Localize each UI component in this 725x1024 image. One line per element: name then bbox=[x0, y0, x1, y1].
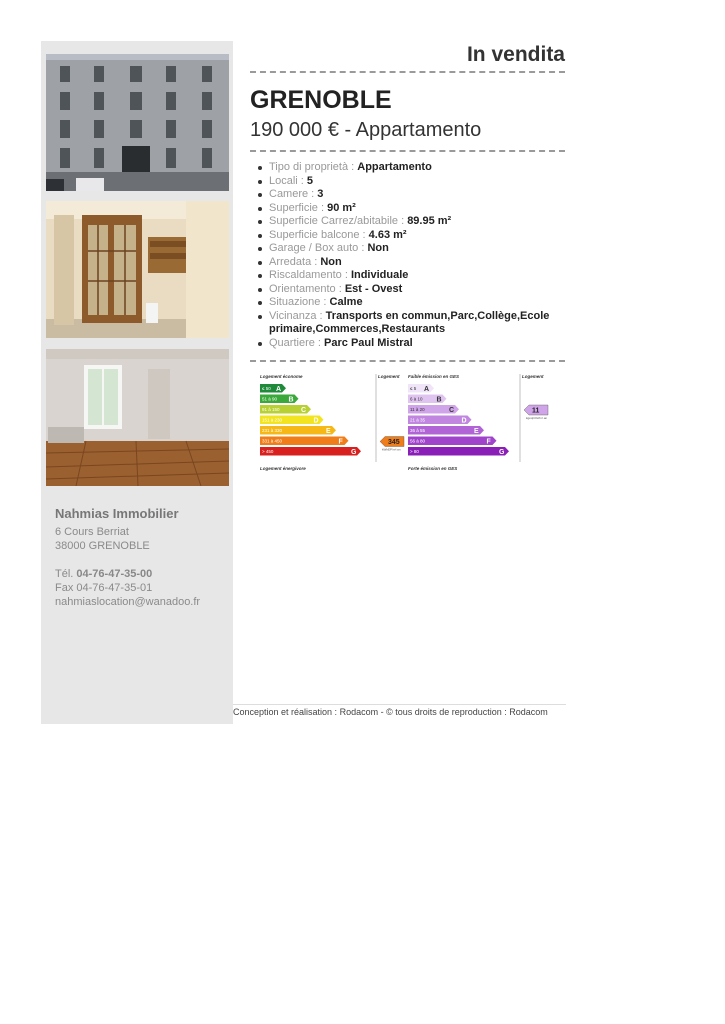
right-band-range: 56 à 80 bbox=[410, 438, 426, 444]
right-band-letter: E bbox=[474, 428, 479, 435]
property-item bbox=[258, 188, 565, 202]
left-band-range: ≤ 50 bbox=[262, 386, 271, 391]
property-label: Vicinanza : bbox=[269, 309, 326, 322]
agency-name: Nahmias Immobilier bbox=[55, 506, 179, 521]
entrance-hall-photo[interactable] bbox=[46, 201, 229, 338]
left-value: 345 bbox=[388, 439, 400, 446]
energy-diagnostic-chart bbox=[250, 370, 550, 478]
right-column-label: Logement bbox=[522, 374, 544, 379]
property-value: Est - Ovest bbox=[344, 282, 403, 295]
right-band-range: 6 à 10 bbox=[410, 396, 423, 402]
agency-contact bbox=[55, 507, 231, 609]
footer-credits: Conception et réalisation : Rodacom - © tous droits de reproduction : Rodacom bbox=[233, 704, 566, 717]
listing-price: 190 000 € - Appartamento bbox=[250, 119, 482, 141]
left-band-letter: F bbox=[338, 438, 343, 446]
right-band-range: 21 à 35 bbox=[410, 417, 426, 423]
property-value: 5 bbox=[306, 174, 314, 187]
listing-city: GRENOBLE bbox=[250, 86, 392, 114]
right-band-range: 36 à 55 bbox=[410, 428, 426, 433]
right-value: 11 bbox=[532, 407, 540, 415]
property-item bbox=[258, 256, 565, 270]
empty-room-photo[interactable] bbox=[46, 349, 229, 486]
right-band-range: 11 à 20 bbox=[410, 407, 425, 412]
right-band-range: > 80 bbox=[410, 449, 419, 454]
property-value: Calme bbox=[329, 296, 363, 308]
left-band-range: 331 à 450 bbox=[262, 438, 283, 444]
property-item bbox=[258, 202, 565, 216]
right-band-letter: C bbox=[449, 407, 455, 414]
energy-labels bbox=[250, 370, 565, 483]
agency-fax: Fax 04-76-47-35-01 bbox=[55, 582, 153, 594]
property-item bbox=[258, 269, 565, 283]
left-band-range: 51 à 90 bbox=[262, 396, 278, 402]
agency-address-line2: 38000 GRENOBLE bbox=[55, 540, 150, 552]
property-value: Individuale bbox=[350, 269, 409, 281]
left-band-range: 231 à 330 bbox=[262, 428, 283, 433]
left-band-letter: G bbox=[351, 449, 357, 456]
property-label: Superficie balcone : bbox=[269, 228, 369, 241]
property-value: Parc Paul Mistral bbox=[324, 336, 413, 349]
property-item bbox=[258, 337, 565, 351]
property-label: Camere : bbox=[269, 188, 318, 200]
agency-address-line1: 6 Cours Berriat bbox=[55, 526, 129, 538]
divider bbox=[250, 71, 565, 73]
right-band-range: ≤ 5 bbox=[410, 386, 417, 391]
property-label: Locali : bbox=[269, 174, 307, 187]
right-band-letter: B bbox=[436, 396, 442, 404]
property-label: Superficie Carrez/abitabile : bbox=[269, 215, 408, 227]
property-label: Quartiere : bbox=[269, 336, 325, 349]
property-label: Riscaldamento : bbox=[269, 269, 351, 281]
property-value: 90 m² bbox=[327, 201, 356, 214]
listing-main bbox=[250, 41, 565, 483]
property-label: Situazione : bbox=[269, 296, 330, 308]
property-item bbox=[258, 283, 565, 297]
right-bottom-label: Forte émission en GES bbox=[408, 466, 458, 471]
property-label: Arredata : bbox=[269, 255, 321, 268]
property-value: Appartamento bbox=[357, 161, 432, 173]
left-band-range: 91 à 150 bbox=[262, 407, 280, 412]
property-details-list bbox=[250, 161, 565, 350]
property-label: Tipo di proprietà : bbox=[269, 161, 358, 173]
right-unit: kgéqCO2/m².an bbox=[526, 416, 548, 420]
right-band-g bbox=[408, 447, 509, 456]
divider bbox=[250, 150, 565, 152]
property-item bbox=[258, 215, 565, 229]
property-item bbox=[258, 296, 565, 310]
property-value: 3 bbox=[317, 188, 324, 200]
agency-email[interactable]: nahmiaslocation@wanadoo.fr bbox=[55, 596, 201, 608]
property-value: 4.63 m² bbox=[368, 228, 407, 241]
property-value: Transports en commun,Parc,Collège,Ecole primaire,Commerces,Restaurants bbox=[269, 309, 550, 335]
left-title: Logement économe bbox=[260, 374, 303, 379]
building-facade-photo[interactable] bbox=[46, 54, 229, 191]
left-bottom-label: Logement énergivore bbox=[260, 466, 306, 471]
right-band-letter: F bbox=[486, 438, 491, 446]
right-title: Faible émission en GES bbox=[408, 374, 460, 379]
property-label: Superficie : bbox=[269, 201, 328, 214]
right-band-letter: D bbox=[461, 417, 467, 425]
property-label: Orientamento : bbox=[269, 282, 345, 295]
property-item bbox=[258, 175, 565, 189]
property-value: Non bbox=[320, 255, 342, 268]
property-value: 89.95 m² bbox=[407, 215, 452, 227]
left-column-label: Logement bbox=[378, 374, 400, 379]
listing-status: In vendita bbox=[466, 43, 565, 66]
divider bbox=[250, 360, 565, 362]
property-item bbox=[258, 161, 565, 175]
property-item bbox=[258, 310, 565, 337]
left-band-letter: E bbox=[326, 428, 331, 435]
left-band-letter: D bbox=[313, 417, 319, 425]
agency-sidebar bbox=[41, 41, 233, 724]
right-band-letter: A bbox=[424, 386, 430, 393]
property-item bbox=[258, 242, 565, 256]
phone-label: Tél. bbox=[55, 568, 77, 580]
left-band-letter: B bbox=[288, 396, 294, 404]
right-band-letter: G bbox=[499, 449, 505, 456]
left-band-range: 151 à 230 bbox=[262, 417, 283, 423]
agency-phone bbox=[55, 567, 231, 581]
phone-number[interactable]: 04-76-47-35-00 bbox=[76, 568, 153, 580]
left-band-letter: C bbox=[301, 407, 307, 414]
property-label: Garage / Box auto : bbox=[269, 242, 368, 254]
left-band-letter: A bbox=[276, 386, 282, 393]
property-item bbox=[258, 229, 565, 243]
left-band-range: > 450 bbox=[262, 449, 274, 454]
left-unit: kWhEP/m².an bbox=[382, 447, 401, 452]
property-value: Non bbox=[367, 242, 389, 254]
left-band-g bbox=[260, 447, 361, 456]
